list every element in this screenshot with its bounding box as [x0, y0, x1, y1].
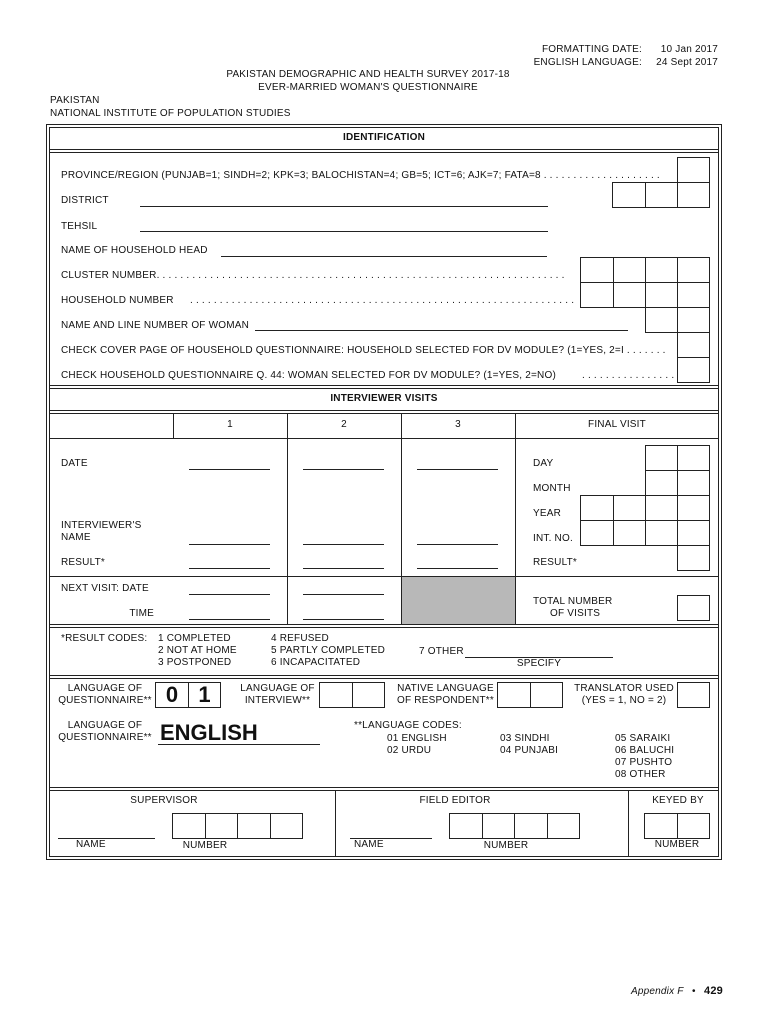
tehsil-label: TEHSIL: [61, 221, 98, 232]
total-visits-box[interactable]: [677, 595, 710, 621]
visit-col-2: 2: [341, 419, 347, 430]
line-box-2[interactable]: [677, 307, 710, 333]
english-language-label: ENGLISH LANGUAGE:: [533, 57, 642, 68]
language-code: 05 SARAIKI: [615, 733, 671, 744]
household-box-3[interactable]: [645, 282, 678, 308]
editor-number-box-3[interactable]: [514, 813, 548, 839]
lang-interview-label-2: INTERVIEW**: [244, 695, 311, 706]
translator-label-2: (YES = 1, NO = 2): [581, 695, 667, 706]
visit-col-3: 3: [455, 419, 461, 430]
check-q44-dots: . . . . . . . . . . . . . . . .: [582, 370, 674, 381]
year-box-1[interactable]: [580, 495, 614, 521]
editor-number-box-4[interactable]: [547, 813, 580, 839]
language-code: 04 PUNJABI: [500, 745, 559, 756]
supervisor-number-box-1[interactable]: [172, 813, 206, 839]
year-box-4[interactable]: [677, 495, 710, 521]
editor-number-label: NUMBER: [483, 840, 529, 851]
language-code: 06 BALUCHI: [615, 745, 675, 756]
time-label: TIME: [129, 608, 154, 619]
district-box-3[interactable]: [677, 182, 710, 208]
native-lang-box-2[interactable]: [530, 682, 563, 708]
language-code: 07 PUSHTO: [615, 757, 673, 768]
household-box-1[interactable]: [580, 282, 614, 308]
lang-interview-box-1[interactable]: [319, 682, 353, 708]
dv-woman-box[interactable]: [677, 357, 710, 383]
translator-box[interactable]: [677, 682, 710, 708]
total-visits-label-1: TOTAL NUMBER: [533, 596, 613, 607]
native-lang-box-1[interactable]: [497, 682, 531, 708]
native-lang-label-2: OF RESPONDENT**: [397, 695, 494, 706]
supervisor-number-box-2[interactable]: [205, 813, 238, 839]
date-label: DATE: [61, 458, 88, 469]
result-code-1: 1 COMPLETED: [158, 633, 231, 644]
lang-questionnaire-digit-1: 0: [165, 682, 179, 707]
editor-number-box-1[interactable]: [449, 813, 483, 839]
keyed-by-label: KEYED BY: [652, 795, 704, 806]
province-label: PROVINCE/REGION (PUNJAB=1; SINDH=2; KPK=3; BALOCHISTAN=4; GB=5; ICT=6; AJK=7; FATA=8 . . . . . . . . . . . . . . . . . . . .: [61, 170, 660, 181]
month-box-2[interactable]: [677, 470, 710, 496]
check-cover-label: CHECK COVER PAGE OF HOUSEHOLD QUESTIONNAIRE: HOUSEHOLD SELECTED FOR DV MODULE? (1=YES, 2=I . . . . . . .: [61, 345, 666, 356]
interviewer-name-label-1: INTERVIEWER'S: [61, 520, 142, 531]
supervisor-number-box-4[interactable]: [270, 813, 303, 839]
result-code-5: 5 PARTLY COMPLETED: [271, 645, 386, 656]
lang-questionnaire2-label-2: QUESTIONNAIRE**: [58, 732, 152, 743]
day-label: DAY: [533, 458, 554, 469]
district-box-2[interactable]: [645, 182, 678, 208]
total-visits-label-2: OF VISITS: [550, 608, 601, 619]
questionnaire-title: EVER-MARRIED WOMAN'S QUESTIONNAIRE: [258, 82, 478, 93]
native-lang-label-1: NATIVE LANGUAGE: [397, 683, 494, 694]
supervisor-number-label: NUMBER: [182, 840, 228, 851]
result-code-2: 2 NOT AT HOME: [158, 645, 237, 656]
int-no-box-2[interactable]: [613, 520, 646, 546]
lang-questionnaire-label-2: QUESTIONNAIRE**: [58, 695, 152, 706]
result-code-4: 4 REFUSED: [271, 633, 329, 644]
month-box-1[interactable]: [645, 470, 678, 496]
language-codes-title: **LANGUAGE CODES:: [354, 720, 462, 731]
year-box-3[interactable]: [645, 495, 678, 521]
result-code-6: 6 INCAPACITATED: [271, 657, 361, 668]
formatting-date-value: 10 Jan 2017: [660, 44, 718, 55]
visit-col-1: 1: [227, 419, 233, 430]
page-number: 429: [704, 985, 723, 997]
lang-questionnaire2-label-1: LANGUAGE OF: [67, 720, 143, 731]
year-box-2[interactable]: [613, 495, 646, 521]
result-code-3: 3 POSTPONED: [158, 657, 232, 668]
woman-name-label: NAME AND LINE NUMBER OF WOMAN: [61, 320, 250, 331]
keyed-number-box-2[interactable]: [677, 813, 710, 839]
field-editor-label: FIELD EDITOR: [419, 795, 491, 806]
translator-label-1: TRANSLATOR USED: [574, 683, 674, 694]
day-box-1[interactable]: [645, 445, 678, 471]
day-box-2[interactable]: [677, 445, 710, 471]
result-label: RESULT*: [61, 557, 106, 568]
language-code: 03 SINDHI: [500, 733, 550, 744]
next-visit-date-label: NEXT VISIT: DATE: [61, 583, 149, 594]
footer-bullet: •: [692, 986, 696, 997]
dv-household-box[interactable]: [677, 332, 710, 358]
interviewer-name-label-2: NAME: [61, 532, 91, 543]
int-no-label: INT. NO.: [533, 533, 573, 544]
lang-questionnaire-value: ENGLISH: [160, 720, 258, 745]
english-language-value: 24 Sept 2017: [656, 57, 718, 68]
year-label: YEAR: [533, 508, 562, 519]
supervisor-label: SUPERVISOR: [130, 795, 198, 806]
lang-interview-box-2[interactable]: [352, 682, 385, 708]
survey-title: PAKISTAN DEMOGRAPHIC AND HEALTH SURVEY 2017-18: [226, 69, 510, 80]
lang-questionnaire-digit-2: 1: [198, 682, 211, 707]
identification-title: IDENTIFICATION: [342, 132, 426, 143]
month-label: MONTH: [533, 483, 571, 494]
lang-questionnaire-label-1: LANGUAGE OF: [67, 683, 143, 694]
keyed-number-label: NUMBER: [654, 839, 700, 850]
household-box-4[interactable]: [677, 282, 710, 308]
cluster-box-4[interactable]: [677, 257, 710, 283]
final-result-label: RESULT*: [533, 557, 578, 568]
language-code: 01 ENGLISH: [387, 733, 447, 744]
formatting-date-label: FORMATTING DATE:: [541, 44, 642, 55]
supervisor-name-label: NAME: [76, 839, 106, 850]
country: PAKISTAN: [50, 95, 100, 106]
int-no-box-4[interactable]: [677, 520, 710, 546]
keyed-number-box-1[interactable]: [644, 813, 678, 839]
final-visit-label: FINAL VISIT: [588, 419, 646, 430]
editor-name-label: NAME: [354, 839, 384, 850]
int-no-box-1[interactable]: [580, 520, 614, 546]
appendix-label: Appendix F: [631, 986, 684, 997]
result-codes-label: *RESULT CODES:: [61, 633, 148, 644]
language-code: 02 URDU: [387, 745, 432, 756]
int-no-box-3[interactable]: [645, 520, 678, 546]
specify-label: SPECIFY: [516, 658, 562, 669]
cluster-box-3[interactable]: [645, 257, 678, 283]
language-code: 08 OTHER: [615, 769, 666, 780]
cluster-box-2[interactable]: [613, 257, 646, 283]
supervisor-number-box-3[interactable]: [237, 813, 271, 839]
check-q44-label: CHECK HOUSEHOLD QUESTIONNAIRE Q. 44: WOMAN SELECTED FOR DV MODULE? (1=YES, 2=NO): [61, 370, 556, 381]
household-number-label: HOUSEHOLD NUMBER: [61, 295, 174, 306]
cluster-number-label: CLUSTER NUMBER. . . . . . . . . . . . . . . . . . . . . . . . . . . . . . . . . . . . . . . . . . . . . . . . . . . . . . . . . . . . . . . . . . . . .: [61, 270, 565, 281]
institute: NATIONAL INSTITUTE OF POPULATION STUDIES: [50, 108, 291, 119]
household-number-dots: . . . . . . . . . . . . . . . . . . . . . . . . . . . . . . . . . . . . . . . . . . . . . . . . . . . . . . . . . . . . . . . . .: [190, 295, 575, 306]
result-code-7: 7 OTHER: [419, 646, 464, 657]
line-box-1[interactable]: [645, 307, 678, 333]
visits-title: INTERVIEWER VISITS: [330, 393, 438, 404]
final-result-box[interactable]: [677, 545, 710, 571]
province-box[interactable]: [677, 157, 710, 183]
household-box-2[interactable]: [613, 282, 646, 308]
editor-number-box-2[interactable]: [482, 813, 515, 839]
cluster-box-1[interactable]: [580, 257, 614, 283]
district-box-1[interactable]: [612, 182, 646, 208]
lang-interview-label-1: LANGUAGE OF: [240, 683, 315, 694]
household-head-label: NAME OF HOUSEHOLD HEAD: [61, 245, 208, 256]
shaded-cell: [402, 577, 515, 624]
district-label: DISTRICT: [61, 195, 109, 206]
